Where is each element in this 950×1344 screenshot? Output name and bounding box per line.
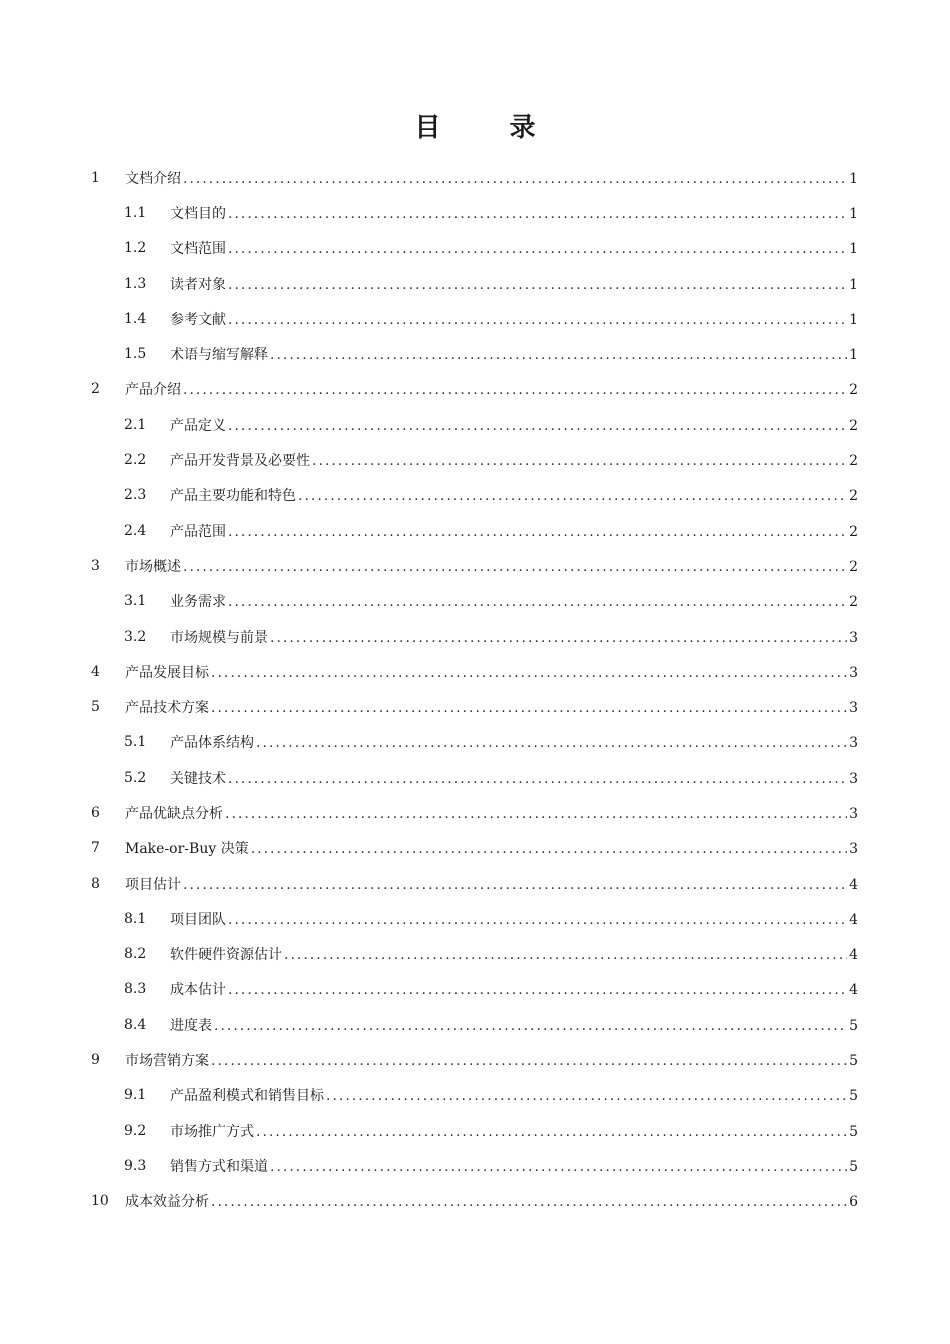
- toc-entry-body: [170, 909, 858, 929]
- dot-leader: [183, 171, 847, 187]
- toc-entry-body: [170, 309, 858, 329]
- toc-entry-page-number: 1: [849, 311, 858, 328]
- dot-leader: [211, 1194, 847, 1210]
- toc-entry-number: 2.3: [124, 487, 147, 504]
- dot-leader: [225, 806, 847, 822]
- toc-entry-page-number: 2: [849, 382, 858, 399]
- toc-entry-number: 9.3: [124, 1157, 147, 1174]
- dot-leader: [312, 453, 847, 469]
- toc-entry-number: 3.2: [124, 628, 147, 645]
- toc-entry[interactable]: [0, 336, 950, 371]
- toc-entry-page-number: 4: [849, 911, 858, 928]
- toc-entry-label: 业务需求: [170, 594, 226, 611]
- toc-entry-body: [170, 203, 858, 223]
- table-of-contents: [0, 160, 950, 1219]
- toc-entry-number: 10: [91, 1193, 109, 1210]
- toc-entry-body: [170, 979, 858, 999]
- toc-entry-number: 3: [91, 557, 100, 574]
- toc-entry-page-number: 2: [849, 594, 858, 611]
- toc-entry-page-number: 3: [849, 664, 858, 681]
- toc-entry-page-number: 3: [849, 841, 858, 858]
- toc-entry-number: 2.1: [124, 416, 147, 433]
- toc-entry-label: 项目团队: [170, 911, 226, 928]
- toc-entry[interactable]: [0, 901, 950, 936]
- toc-entry-label: 参考文献: [170, 311, 226, 328]
- toc-entry-body: [125, 838, 858, 858]
- toc-entry-page-number: 3: [849, 629, 858, 646]
- toc-entry-number: 1.1: [124, 204, 147, 221]
- toc-entry-body: [170, 415, 858, 435]
- toc-entry-number: 5.1: [124, 734, 147, 751]
- toc-entry-label: 读者对象: [170, 276, 226, 293]
- dot-leader: [228, 524, 847, 540]
- toc-entry-number: 8.4: [124, 1016, 147, 1033]
- toc-entry[interactable]: [0, 1184, 950, 1219]
- toc-entry[interactable]: [0, 513, 950, 548]
- toc-entry-page-number: 1: [849, 170, 858, 187]
- toc-entry[interactable]: [0, 266, 950, 301]
- toc-entry-page-number: 2: [849, 523, 858, 540]
- toc-entry[interactable]: [0, 442, 950, 477]
- toc-entry-number: 9: [91, 1052, 100, 1069]
- toc-entry-page-number: 4: [849, 947, 858, 964]
- dot-leader: [214, 1018, 847, 1034]
- toc-entry-number: 5.2: [124, 769, 147, 786]
- toc-entry-body: [170, 1156, 858, 1176]
- dot-leader: [228, 418, 847, 434]
- dot-leader: [298, 488, 847, 504]
- toc-entry-number: 2: [91, 381, 100, 398]
- toc-entry-label: 产品介绍: [125, 382, 181, 399]
- dot-leader: [256, 735, 847, 751]
- toc-entry-page-number: 2: [849, 488, 858, 505]
- toc-entry-number: 6: [91, 804, 100, 821]
- dot-leader: [211, 700, 847, 716]
- toc-entry-page-number: 5: [849, 1053, 858, 1070]
- toc-entry[interactable]: [0, 407, 950, 442]
- toc-entry-label: 产品范围: [170, 523, 226, 540]
- dot-leader: [228, 277, 847, 293]
- dot-leader: [228, 912, 847, 928]
- toc-entry[interactable]: [0, 195, 950, 230]
- toc-entry[interactable]: [0, 760, 950, 795]
- toc-entry-label: 成本效益分析: [125, 1194, 209, 1211]
- toc-entry-body: [170, 944, 858, 964]
- toc-entry-label: 成本估计: [170, 982, 226, 999]
- dot-leader: [211, 665, 847, 681]
- toc-entry-body: [170, 732, 858, 752]
- toc-entry-page-number: 4: [849, 876, 858, 893]
- toc-entry-label: 关键技术: [170, 770, 226, 787]
- toc-entry-number: 9.1: [124, 1087, 147, 1104]
- toc-entry-body: [170, 1121, 858, 1141]
- toc-entry-page-number: 1: [849, 205, 858, 222]
- toc-entry-label: 文档介绍: [125, 170, 181, 187]
- toc-entry[interactable]: [0, 866, 950, 901]
- toc-entry-page-number: 2: [849, 558, 858, 575]
- dot-leader: [270, 630, 847, 646]
- dot-leader: [228, 982, 847, 998]
- toc-entry-page-number: 3: [849, 805, 858, 822]
- toc-entry-page-number: 3: [849, 700, 858, 717]
- page-title: 目 录: [414, 113, 566, 143]
- toc-entry-label: 文档目的: [170, 205, 226, 222]
- toc-entry-number: 8.2: [124, 946, 147, 963]
- toc-entry-label: 产品优缺点分析: [125, 805, 223, 822]
- dot-leader: [326, 1088, 847, 1104]
- toc-entry-page-number: 5: [849, 1158, 858, 1175]
- toc-entry-body: [170, 238, 858, 258]
- toc-entry-body: [170, 591, 858, 611]
- toc-entry-number: 8: [91, 875, 100, 892]
- toc-entry-label: 进度表: [170, 1017, 212, 1034]
- toc-entry-label: 市场推广方式: [170, 1123, 254, 1140]
- dot-leader: [228, 312, 847, 328]
- toc-entry[interactable]: [0, 795, 950, 830]
- toc-entry[interactable]: [0, 478, 950, 513]
- toc-entry-body: [170, 344, 858, 364]
- toc-entry[interactable]: [0, 937, 950, 972]
- dot-leader: [256, 1124, 847, 1140]
- toc-entry-body: [170, 1015, 858, 1035]
- dot-leader: [183, 559, 847, 575]
- toc-entry-number: 9.2: [124, 1122, 147, 1139]
- toc-entry-body: [125, 1050, 858, 1070]
- toc-entry-label: 市场规模与前景: [170, 629, 268, 646]
- toc-entry-page-number: 5: [849, 1088, 858, 1105]
- toc-entry-label: 产品技术方案: [125, 700, 209, 717]
- toc-entry-number: 8.3: [124, 981, 147, 998]
- toc-entry-body: [170, 485, 858, 505]
- toc-entry-page-number: 2: [849, 453, 858, 470]
- toc-entry-number: 1: [91, 169, 100, 186]
- toc-entry[interactable]: [0, 689, 950, 724]
- dot-leader: [251, 841, 847, 857]
- toc-entry-label: 市场营销方案: [125, 1053, 209, 1070]
- toc-entry-number: 5: [91, 699, 100, 716]
- toc-entry-number: 8.1: [124, 910, 147, 927]
- toc-entry-body: [125, 697, 858, 717]
- toc-entry-body: [125, 168, 858, 188]
- toc-entry-page-number: 2: [849, 417, 858, 434]
- dot-leader: [228, 241, 847, 257]
- dot-leader: [183, 382, 847, 398]
- dot-leader: [228, 206, 847, 222]
- toc-entry-body: [125, 874, 858, 894]
- dot-leader: [284, 947, 847, 963]
- toc-entry-page-number: 3: [849, 770, 858, 787]
- toc-entry-body: [125, 1191, 858, 1211]
- toc-entry[interactable]: [0, 160, 950, 195]
- toc-entry-number: 1.5: [124, 346, 147, 363]
- toc-entry-body: [125, 556, 858, 576]
- toc-entry[interactable]: [0, 654, 950, 689]
- dot-leader: [270, 1159, 847, 1175]
- toc-entry-label: 产品发展目标: [125, 664, 209, 681]
- toc-entry[interactable]: [0, 619, 950, 654]
- toc-entry-body: [170, 521, 858, 541]
- toc-entry[interactable]: [0, 1078, 950, 1113]
- toc-entry-page-number: 3: [849, 735, 858, 752]
- toc-entry-page-number: 5: [849, 1017, 858, 1034]
- toc-entry[interactable]: [0, 584, 950, 619]
- toc-entry[interactable]: [0, 831, 950, 866]
- toc-entry-number: 3.1: [124, 593, 147, 610]
- toc-entry-number: 4: [91, 663, 100, 680]
- toc-entry-number: 1.2: [124, 240, 147, 257]
- toc-entry[interactable]: [0, 231, 950, 266]
- toc-entry-page-number: 5: [849, 1123, 858, 1140]
- dot-leader: [270, 347, 847, 363]
- toc-entry-label: 产品盈利模式和销售目标: [170, 1088, 324, 1105]
- toc-entry-page-number: 1: [849, 276, 858, 293]
- toc-entry-body: [125, 803, 858, 823]
- toc-entry-label: 市场概述: [125, 558, 181, 575]
- toc-entry[interactable]: [0, 1113, 950, 1148]
- toc-entry-number: 1.4: [124, 310, 147, 327]
- toc-entry-body: [170, 627, 858, 647]
- toc-entry[interactable]: [0, 301, 950, 336]
- toc-entry[interactable]: [0, 548, 950, 583]
- toc-entry-label: 术语与缩写解释: [170, 347, 268, 364]
- toc-entry-number: 2.2: [124, 452, 147, 469]
- toc-entry[interactable]: [0, 1042, 950, 1077]
- dot-leader: [211, 1053, 847, 1069]
- toc-entry-label: 文档范围: [170, 241, 226, 258]
- toc-entry-body: [170, 274, 858, 294]
- toc-entry-label: 产品定义: [170, 417, 226, 434]
- toc-entry-label: 产品主要功能和特色: [170, 488, 296, 505]
- dot-leader: [228, 771, 847, 787]
- toc-entry-body: [125, 379, 858, 399]
- toc-entry-number: 7: [91, 840, 100, 857]
- toc-entry-body: [170, 768, 858, 788]
- toc-entry-number: 2.4: [124, 522, 147, 539]
- toc-entry-page-number: 6: [849, 1194, 858, 1211]
- toc-entry[interactable]: [0, 972, 950, 1007]
- toc-entry[interactable]: [0, 1148, 950, 1183]
- toc-entry-page-number: 4: [849, 982, 858, 999]
- dot-leader: [183, 877, 847, 893]
- toc-entry-label: 项目估计: [125, 876, 181, 893]
- toc-entry[interactable]: [0, 725, 950, 760]
- toc-entry-label: 销售方式和渠道: [170, 1158, 268, 1175]
- toc-entry-number: 1.3: [124, 275, 147, 292]
- toc-entry-page-number: 1: [849, 347, 858, 364]
- dot-leader: [228, 594, 847, 610]
- toc-entry-page-number: 1: [849, 241, 858, 258]
- toc-entry[interactable]: [0, 372, 950, 407]
- toc-entry-body: [170, 1085, 858, 1105]
- toc-entry-label: Make-or-Buy 决策: [125, 841, 249, 858]
- toc-entry-label: 产品体系结构: [170, 735, 254, 752]
- toc-entry-body: [170, 450, 858, 470]
- toc-entry-body: [125, 662, 858, 682]
- toc-entry-label: 软件硬件资源估计: [170, 947, 282, 964]
- toc-entry[interactable]: [0, 1007, 950, 1042]
- toc-entry-label: 产品开发背景及必要性: [170, 453, 310, 470]
